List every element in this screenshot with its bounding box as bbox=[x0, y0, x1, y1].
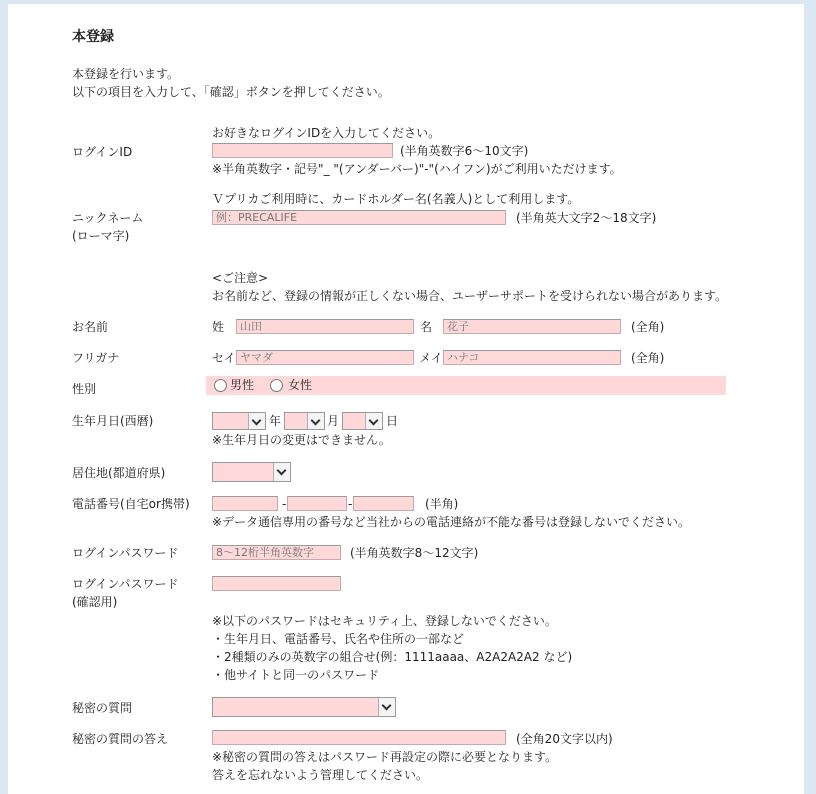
password-note-2: ・生年月日、電話番号、氏名や住所の一部など bbox=[212, 632, 465, 646]
nickname-input[interactable] bbox=[212, 210, 506, 225]
password-confirm-label: ログインパスワード bbox=[72, 577, 179, 591]
mei-kana-label: メイ bbox=[419, 351, 443, 365]
birth-month-select[interactable] bbox=[284, 412, 325, 430]
secret-answer-label: 秘密の質問の答え bbox=[72, 732, 169, 746]
birth-day-select[interactable] bbox=[342, 412, 383, 430]
phone-sep-1: - bbox=[282, 497, 287, 511]
mei-label: 名 bbox=[420, 320, 433, 334]
caution-text: お名前など、登録の情報が正しくない場合、ユーザーサポートを受けられない場合があります。 bbox=[212, 289, 728, 303]
chevron-down-icon bbox=[365, 413, 382, 429]
phone-input-1[interactable] bbox=[212, 496, 278, 511]
phone-input-3[interactable] bbox=[353, 496, 414, 511]
chevron-down-icon bbox=[378, 698, 395, 716]
password-suffix: (半角英数字8～12文字) bbox=[350, 546, 479, 560]
password-confirm-label-sub: (確認用) bbox=[72, 595, 118, 609]
nickname-hint: Ｖプリカご利用時に、カードホルダー名(名義人)として利用します。 bbox=[212, 192, 580, 206]
chevron-down-icon bbox=[248, 413, 265, 429]
birth-day-unit: 日 bbox=[386, 414, 399, 428]
phone-note: ※データ通信専用の番号など当社からの電話連絡が不能な番号は登録しないでください。 bbox=[212, 515, 691, 529]
intro-line-1: 本登録を行います。 bbox=[72, 67, 180, 81]
secret-answer-suffix: (全角20文字以内) bbox=[516, 732, 613, 746]
sei-input[interactable] bbox=[236, 319, 414, 334]
phone-label: 電話番号(自宅or携帯) bbox=[72, 497, 190, 511]
password-input[interactable] bbox=[212, 545, 341, 560]
password-note-4: ・他サイトと同一のパスワード bbox=[212, 668, 380, 682]
birth-year-select[interactable] bbox=[212, 412, 266, 430]
gender-female-radio[interactable] bbox=[270, 379, 283, 392]
gender-female-label[interactable]: 女性 bbox=[288, 378, 313, 392]
nickname-label-sub: (ローマ字) bbox=[72, 229, 130, 243]
sei-label: 姓 bbox=[212, 320, 225, 334]
secret-answer-note-2: 答えを忘れないよう管理してください。 bbox=[212, 768, 429, 782]
page-title: 本登録 bbox=[72, 29, 114, 45]
nickname-label: ニックネーム bbox=[72, 211, 144, 225]
phone-input-2[interactable] bbox=[287, 496, 347, 511]
gender-male-label[interactable]: 男性 bbox=[230, 378, 255, 392]
secret-answer-note-1: ※秘密の質問の答えはパスワード再設定の際に必要となります。 bbox=[212, 750, 558, 764]
birth-year-unit: 年 bbox=[269, 414, 282, 428]
password-note-1: ※以下のパスワードはセキュリティ上、登録しないでください。 bbox=[212, 614, 557, 628]
secret-answer-input[interactable] bbox=[212, 730, 506, 745]
sei-kana-label: セイ bbox=[212, 351, 236, 365]
login-id-label: ログインID bbox=[72, 145, 133, 159]
furigana-label: フリガナ bbox=[72, 351, 120, 365]
nickname-suffix: (半角英大文字2～18文字) bbox=[516, 211, 657, 225]
mei-input[interactable] bbox=[443, 319, 621, 334]
login-id-note: ※半角英数字・記号"_ "(アンダーバー)"-"(ハイフン)がご利用いただけます。 bbox=[212, 162, 622, 176]
chevron-down-icon bbox=[273, 463, 290, 481]
password-note-3: ・2種類のみの英数字の組合せ(例：1111aaaa、A2A2A2A2 など) bbox=[212, 650, 573, 664]
residence-label: 居住地(都道府県) bbox=[72, 466, 166, 480]
sei-kana-input[interactable] bbox=[236, 350, 414, 365]
secret-question-select[interactable] bbox=[212, 697, 396, 717]
name-label: お名前 bbox=[72, 320, 109, 334]
chevron-down-icon bbox=[307, 413, 324, 429]
caution-title: <ご注意> bbox=[212, 271, 269, 285]
name-suffix: (全角) bbox=[631, 320, 665, 334]
intro-line-2: 以下の項目を入力して、「確認」ボタンを押してください。 bbox=[72, 85, 390, 99]
residence-select[interactable] bbox=[212, 462, 291, 482]
birthday-note: ※生年月日の変更はできません。 bbox=[212, 433, 391, 447]
login-id-hint: お好きなログインIDを入力してください。 bbox=[212, 126, 441, 140]
login-id-suffix: (半角英数字6～10文字) bbox=[400, 144, 529, 158]
secret-question-label: 秘密の質問 bbox=[72, 701, 133, 715]
phone-suffix: (半角) bbox=[425, 497, 459, 511]
birthday-label: 生年月日(西暦) bbox=[72, 414, 154, 428]
form-panel bbox=[8, 4, 804, 794]
gender-male-radio[interactable] bbox=[214, 379, 227, 392]
password-label: ログインパスワード bbox=[72, 546, 179, 560]
mei-kana-input[interactable] bbox=[443, 350, 621, 365]
gender-radio-group bbox=[206, 376, 726, 395]
login-id-input[interactable] bbox=[212, 143, 393, 158]
birth-month-unit: 月 bbox=[327, 414, 340, 428]
furigana-suffix: (全角) bbox=[631, 351, 665, 365]
gender-label: 性別 bbox=[72, 382, 97, 396]
password-confirm-input[interactable] bbox=[212, 576, 341, 591]
phone-sep-2: - bbox=[348, 497, 353, 511]
